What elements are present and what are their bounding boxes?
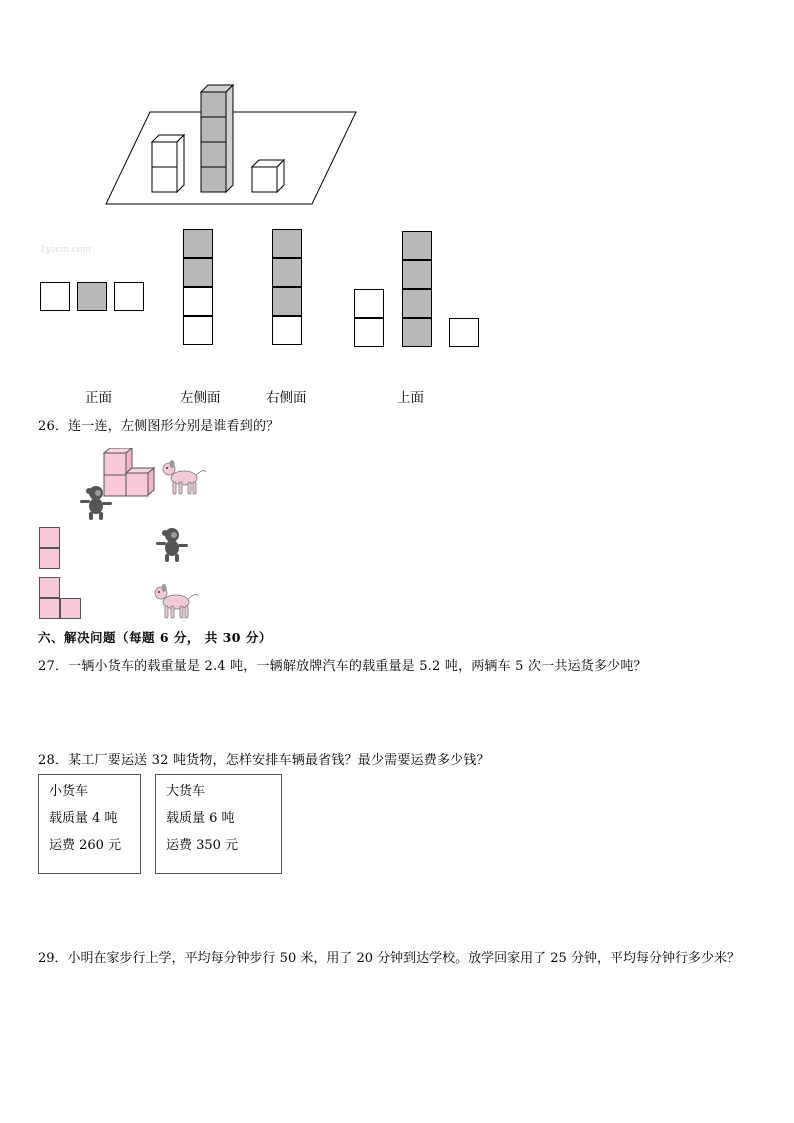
question-29: 29．小明在家步行上学，平均每分钟步行 50 米，用了 20 分钟到达学校。放学回家用了 25 分钟，平均每分钟行多少米？ bbox=[38, 951, 740, 966]
right-cube bbox=[252, 160, 284, 192]
monkey-icon bbox=[152, 524, 192, 564]
question-27: 27．一辆小货车的载重量是 2.4 吨，一辆解放牌汽车的载重量是 5.2 吨，两辆车 5 次一共运货多少吨？ bbox=[38, 659, 647, 674]
view-square bbox=[402, 318, 432, 347]
view-square bbox=[402, 260, 432, 289]
truck-capacity: 载质量 6 吨 bbox=[166, 811, 235, 826]
label-top: 上面 bbox=[397, 390, 424, 406]
view-square bbox=[272, 258, 302, 287]
left-cube-stack bbox=[152, 135, 184, 192]
label-right-side: 右侧面 bbox=[266, 390, 307, 406]
shape-square bbox=[39, 598, 60, 619]
middle-cube-stack bbox=[201, 85, 233, 192]
label-left-side: 左侧面 bbox=[180, 390, 221, 406]
truck-capacity: 载质量 4 吨 bbox=[49, 811, 118, 826]
dog-icon bbox=[158, 458, 208, 498]
view-square bbox=[40, 282, 70, 311]
monkey-icon bbox=[76, 482, 116, 522]
small-truck-card bbox=[38, 774, 141, 874]
view-square bbox=[183, 316, 213, 345]
large-truck-card bbox=[155, 774, 282, 874]
watermark: 1yzcm.com bbox=[40, 245, 91, 255]
view-square bbox=[272, 229, 302, 258]
view-square bbox=[77, 282, 107, 311]
question-28: 28．某工厂要运送 32 吨货物，怎样安排车辆最省钱？最少需要运费多少钱？ bbox=[38, 753, 490, 768]
truck-name: 大货车 bbox=[166, 784, 206, 799]
truck-fee: 运费 260 元 bbox=[49, 838, 122, 853]
view-square bbox=[272, 316, 302, 345]
shape-square bbox=[60, 598, 81, 619]
label-front: 正面 bbox=[85, 390, 112, 406]
shape-square bbox=[39, 527, 60, 548]
cube-arrangement-figure bbox=[100, 80, 360, 210]
view-square bbox=[402, 231, 432, 260]
view-square bbox=[354, 289, 384, 318]
section-title: 六、解决问题（每题 6 分， 共 30 分） bbox=[38, 630, 272, 645]
view-square bbox=[272, 287, 302, 316]
dog-icon bbox=[150, 582, 200, 622]
view-square bbox=[402, 289, 432, 318]
view-square bbox=[183, 287, 213, 316]
question-26: 26．连一连，左侧图形分别是谁看到的？ bbox=[38, 419, 280, 434]
view-square bbox=[183, 229, 213, 258]
shape-square bbox=[39, 577, 60, 598]
truck-name: 小货车 bbox=[49, 784, 89, 799]
truck-fee: 运费 350 元 bbox=[166, 838, 239, 853]
view-square bbox=[114, 282, 144, 311]
shape-square bbox=[39, 548, 60, 569]
view-square bbox=[354, 318, 384, 347]
view-square bbox=[183, 258, 213, 287]
view-square bbox=[449, 318, 479, 347]
